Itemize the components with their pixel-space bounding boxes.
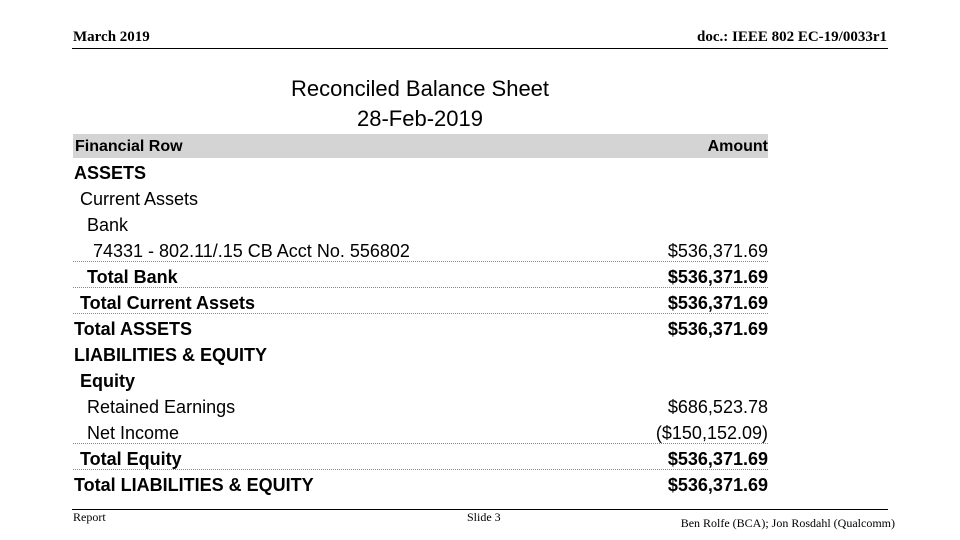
report-title: Reconciled Balance Sheet <box>290 76 550 101</box>
table-row <box>73 392 768 418</box>
table-row <box>73 262 768 288</box>
table-row <box>73 470 768 496</box>
table-header <box>73 134 768 158</box>
table-row <box>73 444 768 470</box>
row-label: Total Bank <box>87 267 178 287</box>
report-date: 28-Feb-2019 <box>357 106 483 131</box>
row-label: Total Current Assets <box>80 293 256 313</box>
row-amount: ($150,152.09) <box>655 423 768 443</box>
row-label: Net Income <box>87 423 180 443</box>
header-date: March 2019 <box>73 29 150 45</box>
row-label: 74331 - 802.11/.15 CB Acct No. 556802 <box>93 241 410 261</box>
header-doc-id: doc.: IEEE 802 EC-19/0033r1 <box>696 29 887 45</box>
row-label: Bank <box>87 215 129 235</box>
row-label: Current Assets <box>80 189 199 209</box>
table-row <box>73 340 768 366</box>
table-row <box>73 418 768 444</box>
header-divider <box>72 48 888 49</box>
row-label: Total Equity <box>80 449 182 469</box>
column-header-financial-row: Financial Row <box>75 138 183 155</box>
balance-sheet-table <box>73 134 768 496</box>
table-row <box>73 184 768 210</box>
row-amount: $536,371.69 <box>667 475 768 495</box>
row-label: Total LIABILITIES & EQUITY <box>74 475 314 495</box>
footer-slide-number: Slide 3 <box>467 510 501 524</box>
row-label: ASSETS <box>74 163 147 183</box>
table-row <box>73 314 768 340</box>
row-amount: $536,371.69 <box>667 267 768 287</box>
footer-report-label: Report <box>73 510 106 524</box>
table-row <box>73 288 768 314</box>
table-row <box>73 158 768 184</box>
table-row <box>73 366 768 392</box>
row-label: Total ASSETS <box>74 319 193 339</box>
row-amount: $536,371.69 <box>667 293 768 313</box>
table-row <box>73 236 768 262</box>
row-label: Equity <box>80 371 136 391</box>
row-amount: $536,371.69 <box>667 319 768 339</box>
table-row <box>73 210 768 236</box>
row-label: Retained Earnings <box>87 397 236 417</box>
row-amount: $536,371.69 <box>667 449 768 469</box>
row-label: LIABILITIES & EQUITY <box>74 345 268 365</box>
column-header-amount: Amount <box>707 138 768 155</box>
footer-authors: Ben Rolfe (BCA); Jon Rosdahl (Qualcomm) <box>680 516 895 530</box>
row-amount: $536,371.69 <box>667 241 768 261</box>
row-amount: $686,523.78 <box>667 397 768 417</box>
